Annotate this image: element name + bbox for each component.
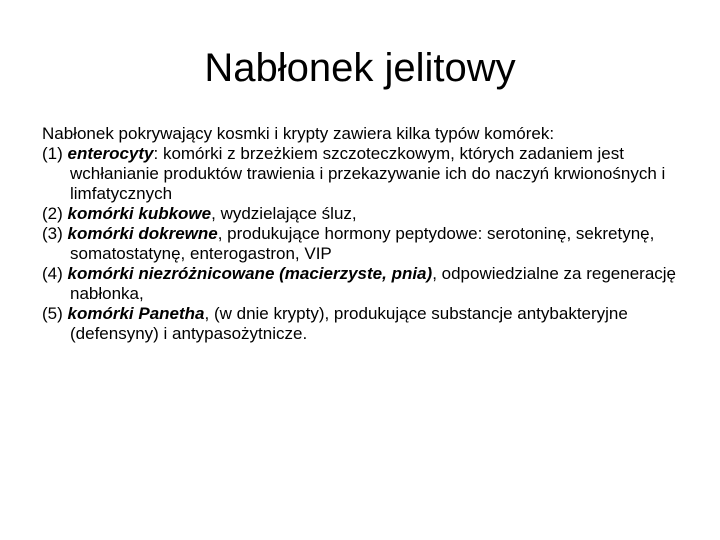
list-item-5 (42, 304, 692, 344)
item-text: , produkujące hormony peptydowe: serotoninę, sekretynę, somatostatynę, enterogastron, VIP (70, 224, 655, 263)
item-number: (4) (42, 264, 63, 283)
slide-title: Nabłonek jelitowy (204, 46, 516, 90)
list-item-3 (42, 224, 692, 264)
list-item-4 (42, 264, 692, 304)
item-number: (2) (42, 204, 63, 223)
item-text: : komórki z brzeżkiem szczoteczkowym, których zadaniem jest wchłanianie produktów trawienia i przekazywanie ich do naczyń krwionośnych i limfatycznych (70, 144, 666, 203)
item-text: , wydzielające śluz, (211, 204, 357, 223)
list-item-2 (42, 204, 692, 224)
item-text: , (w dnie krypty), produkujące substancje antybakteryjne (defensyny) i antypasożytnicze. (70, 304, 628, 343)
item-text: , odpowiedzialne za regenerację nabłonka, (70, 264, 677, 303)
slide-body (42, 124, 692, 344)
item-number: (1) (42, 144, 63, 163)
intro-text: Nabłonek pokrywający kosmki i krypty zawiera kilka typów komórek: (42, 124, 555, 143)
item-term: enterocyty (67, 144, 154, 163)
item-number: (5) (42, 304, 63, 323)
item-term: komórki niezróżnicowane (macierzyste, pnia) (67, 264, 433, 283)
list-item-1 (42, 144, 692, 204)
item-number: (3) (42, 224, 63, 243)
item-term: komórki kubkowe (67, 204, 212, 223)
item-term: komórki Panetha (67, 304, 205, 323)
item-term: komórki dokrewne (67, 224, 218, 243)
